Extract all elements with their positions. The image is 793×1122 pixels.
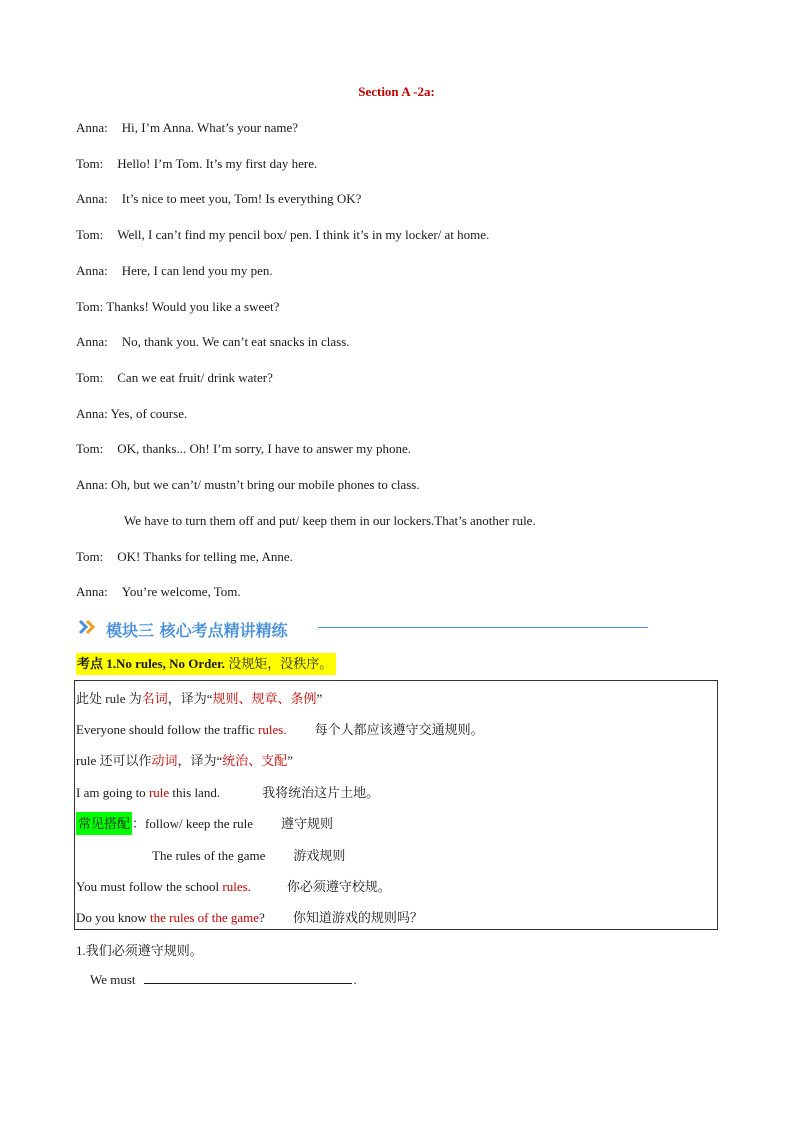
dialogue-line: Tom: Well, I can’t find my pencil box/ pen. I think it’s in my locker/ at home. xyxy=(76,227,490,242)
dialogue-line: Anna: Yes, of course. xyxy=(76,406,188,421)
collocation-line: The rules of the game 游戏规则 xyxy=(152,848,346,863)
dialogue-line: Anna: Hi, I’m Anna. What’s your name? xyxy=(76,120,299,135)
example-sentence: Everyone should follow the traffic rules. 每个人都应该遵守交通规则。 xyxy=(76,722,484,737)
example-sentence: You must follow the school rules. 你必须遵守校规。 xyxy=(76,879,391,894)
exercise-line: We must . xyxy=(90,972,357,987)
dialogue-line: Anna: No, thank you. We can’t eat snacks in class. xyxy=(76,334,350,349)
dialogue-line: Tom: OK! Thanks for telling me, Anne. xyxy=(76,549,293,564)
dialogue-line: Tom: OK, thanks... Oh! I’m sorry, I have to answer my phone. xyxy=(76,441,412,456)
noun-note: 此处 rule 为名词，译为“规则、规章、条例” xyxy=(76,691,323,706)
exercise-prompt: 1.我们必须遵守规则。 xyxy=(76,943,203,958)
dialogue-line: Tom: Can we eat fruit/ drink water? xyxy=(76,370,273,385)
double-chevron-icon xyxy=(78,619,100,639)
example-sentence: Do you know the rules of the game? 你知道游戏的规则吗？ xyxy=(76,910,423,925)
collocation-line: 常见搭配 ：follow/ keep the rule 遵守规则 xyxy=(76,813,333,832)
dialogue-line: Tom: Thanks! Would you like a sweet? xyxy=(76,299,280,314)
collocation-label: 常见搭配 xyxy=(76,812,132,835)
dialogue-line: Anna: You’re welcome, Tom. xyxy=(76,584,241,599)
answer-blank[interactable] xyxy=(144,973,352,984)
module-header xyxy=(78,618,288,640)
dialogue-line: Tom: Hello! I’m Tom. It’s my first day here. xyxy=(76,156,318,171)
module-title: 模块三 核心考点精讲精练 xyxy=(106,620,288,640)
dialogue-continuation: We have to turn them off and put/ keep them in our lockers.That’s another rule. xyxy=(124,513,536,528)
verb-note: rule 还可以作动词，译为“统治、支配” xyxy=(76,753,294,768)
section-title: Section A -2a: xyxy=(358,84,435,99)
module-divider xyxy=(318,627,648,628)
dialogue-line: Anna: Oh, but we can’t/ mustn’t bring our mobile phones to class. xyxy=(76,477,420,492)
keypoint-heading: 考点 1.No rules, No Order. 没规矩，没秩序。 xyxy=(76,653,336,675)
dialogue-line: Anna: It’s nice to meet you, Tom! Is everything OK? xyxy=(76,191,362,206)
dialogue-line: Anna: Here, I can lend you my pen. xyxy=(76,263,273,278)
example-sentence: I am going to rule this land. 我将统治这片土地。 xyxy=(76,785,380,800)
